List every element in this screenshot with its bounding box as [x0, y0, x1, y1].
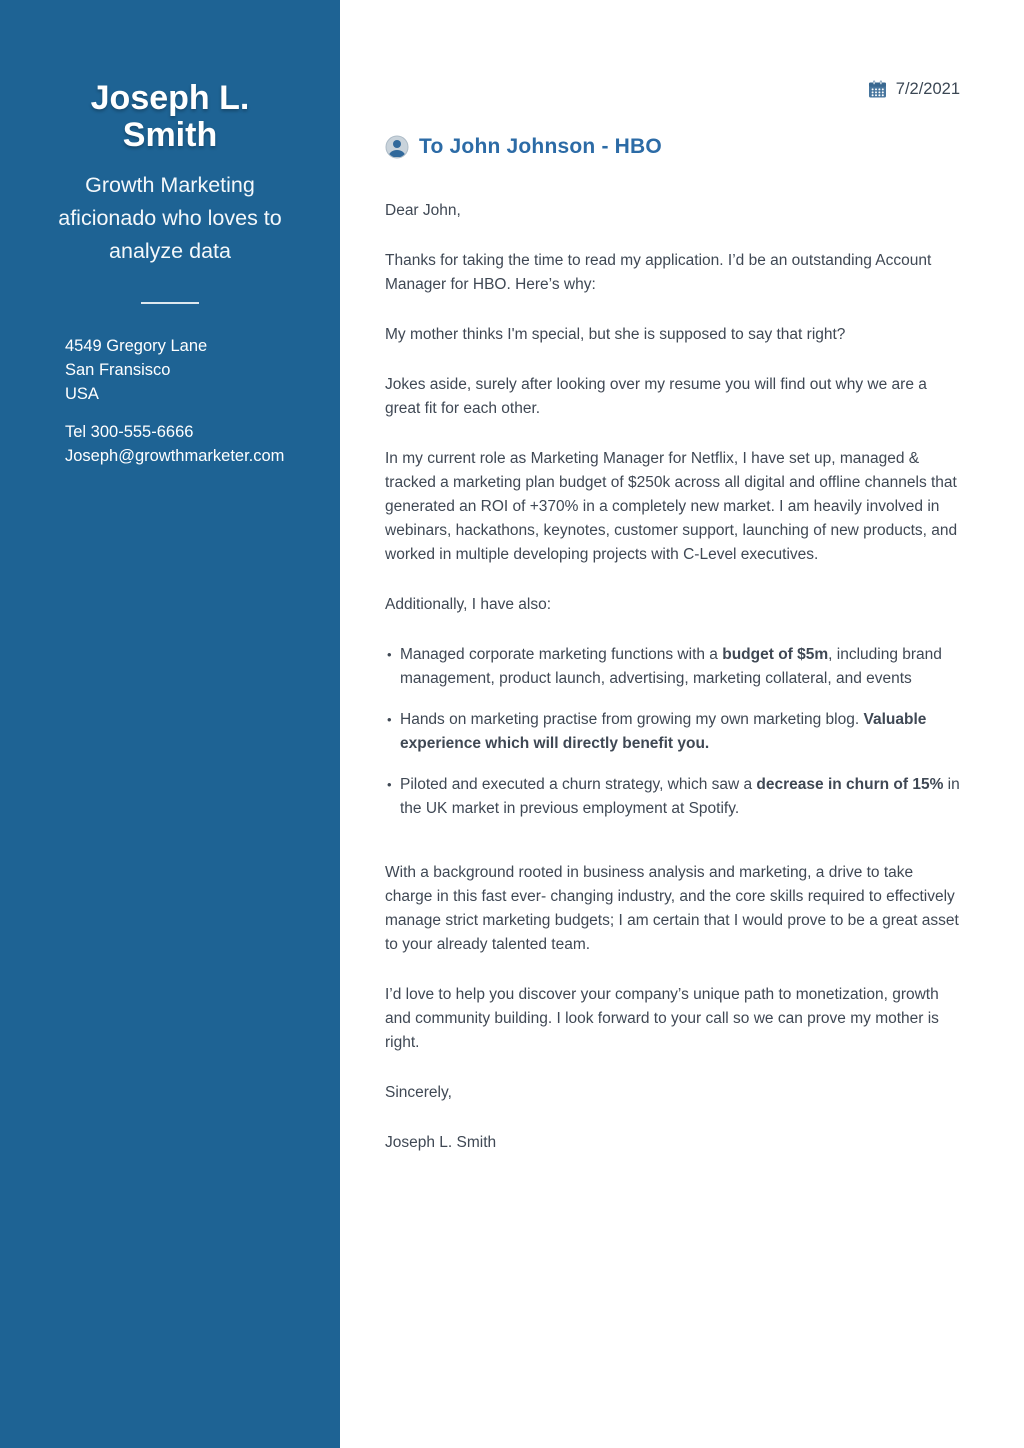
- address-line-3: USA: [65, 385, 99, 403]
- signoff: Sincerely,: [385, 1084, 452, 1101]
- list-item: [385, 643, 960, 691]
- contact-block: [65, 420, 340, 468]
- paragraph: With a background rooted in business analysis and marketing, a drive to take charge in this fast ever- changing industry, and the core skills required to effectively manage strict marketing budgets; I am certain that I would prove to be a great asset to your already talented team.: [385, 864, 959, 953]
- paragraph: My mother thinks I'm special, but she is supposed to say that right?: [385, 326, 846, 343]
- letter-body: [385, 199, 960, 1155]
- sidebar: [0, 0, 340, 1448]
- list-item: [385, 708, 960, 756]
- salutation: Dear John,: [385, 202, 461, 219]
- letter-date: 7/2/2021: [895, 80, 960, 98]
- list-item-text: Managed corporate marketing functions with a budget of $5m, including brand management, product launch, advertising, marketing collateral, and events: [400, 646, 942, 687]
- calendar-icon: [868, 80, 887, 99]
- achievement-list: [385, 643, 960, 821]
- date-row: [385, 80, 960, 99]
- sidebar-divider: [141, 302, 199, 304]
- address-line-2: San Fransisco: [65, 361, 171, 379]
- candidate-tagline: Growth Marketing aficionado who loves to analyze data: [58, 173, 282, 263]
- list-item: [385, 773, 960, 821]
- user-circle-icon: [385, 135, 409, 159]
- list-item-text: Piloted and executed a churn strategy, which saw a decrease in churn of 15% in the UK market in previous employment at Spotify.: [400, 776, 960, 817]
- phone-number: Tel 300-555-6666: [65, 423, 194, 441]
- paragraph: Jokes aside, surely after looking over my resume you will find out why we are a great fit for each other.: [385, 376, 927, 417]
- candidate-name: Joseph L. Smith: [90, 79, 250, 154]
- paragraph: Additionally, I have also:: [385, 596, 552, 613]
- recipient-row: [385, 135, 960, 159]
- signature: Joseph L. Smith: [385, 1134, 497, 1151]
- address-line-1: 4549 Gregory Lane: [65, 337, 208, 355]
- address-block: [65, 334, 340, 406]
- list-item-text: Hands on marketing practise from growing my own marketing blog. Valuable experience which will directly benefit you.: [400, 711, 927, 752]
- letter-content: [340, 0, 1024, 1448]
- recipient-heading: To John Johnson - HBO: [419, 135, 662, 158]
- email-address: Joseph@growthmarketer.com: [65, 447, 285, 465]
- paragraph: I’d love to help you discover your company’s unique path to monetization, growth and community building. I look forward to your call so we can prove my mother is right.: [385, 986, 939, 1051]
- paragraph: Thanks for taking the time to read my application. I’d be an outstanding Account Manager for HBO. Here’s why:: [385, 252, 932, 293]
- paragraph: In my current role as Marketing Manager for Netflix, I have set up, managed & tracked a marketing plan budget of $250k across all digital and offline channels that generated an ROI of +370% in a completely new market. I am heavily involved in webinars, hackathons, keynotes, customer support, launching of new products, and worked in multiple developing projects with C-Level executives.: [385, 450, 958, 563]
